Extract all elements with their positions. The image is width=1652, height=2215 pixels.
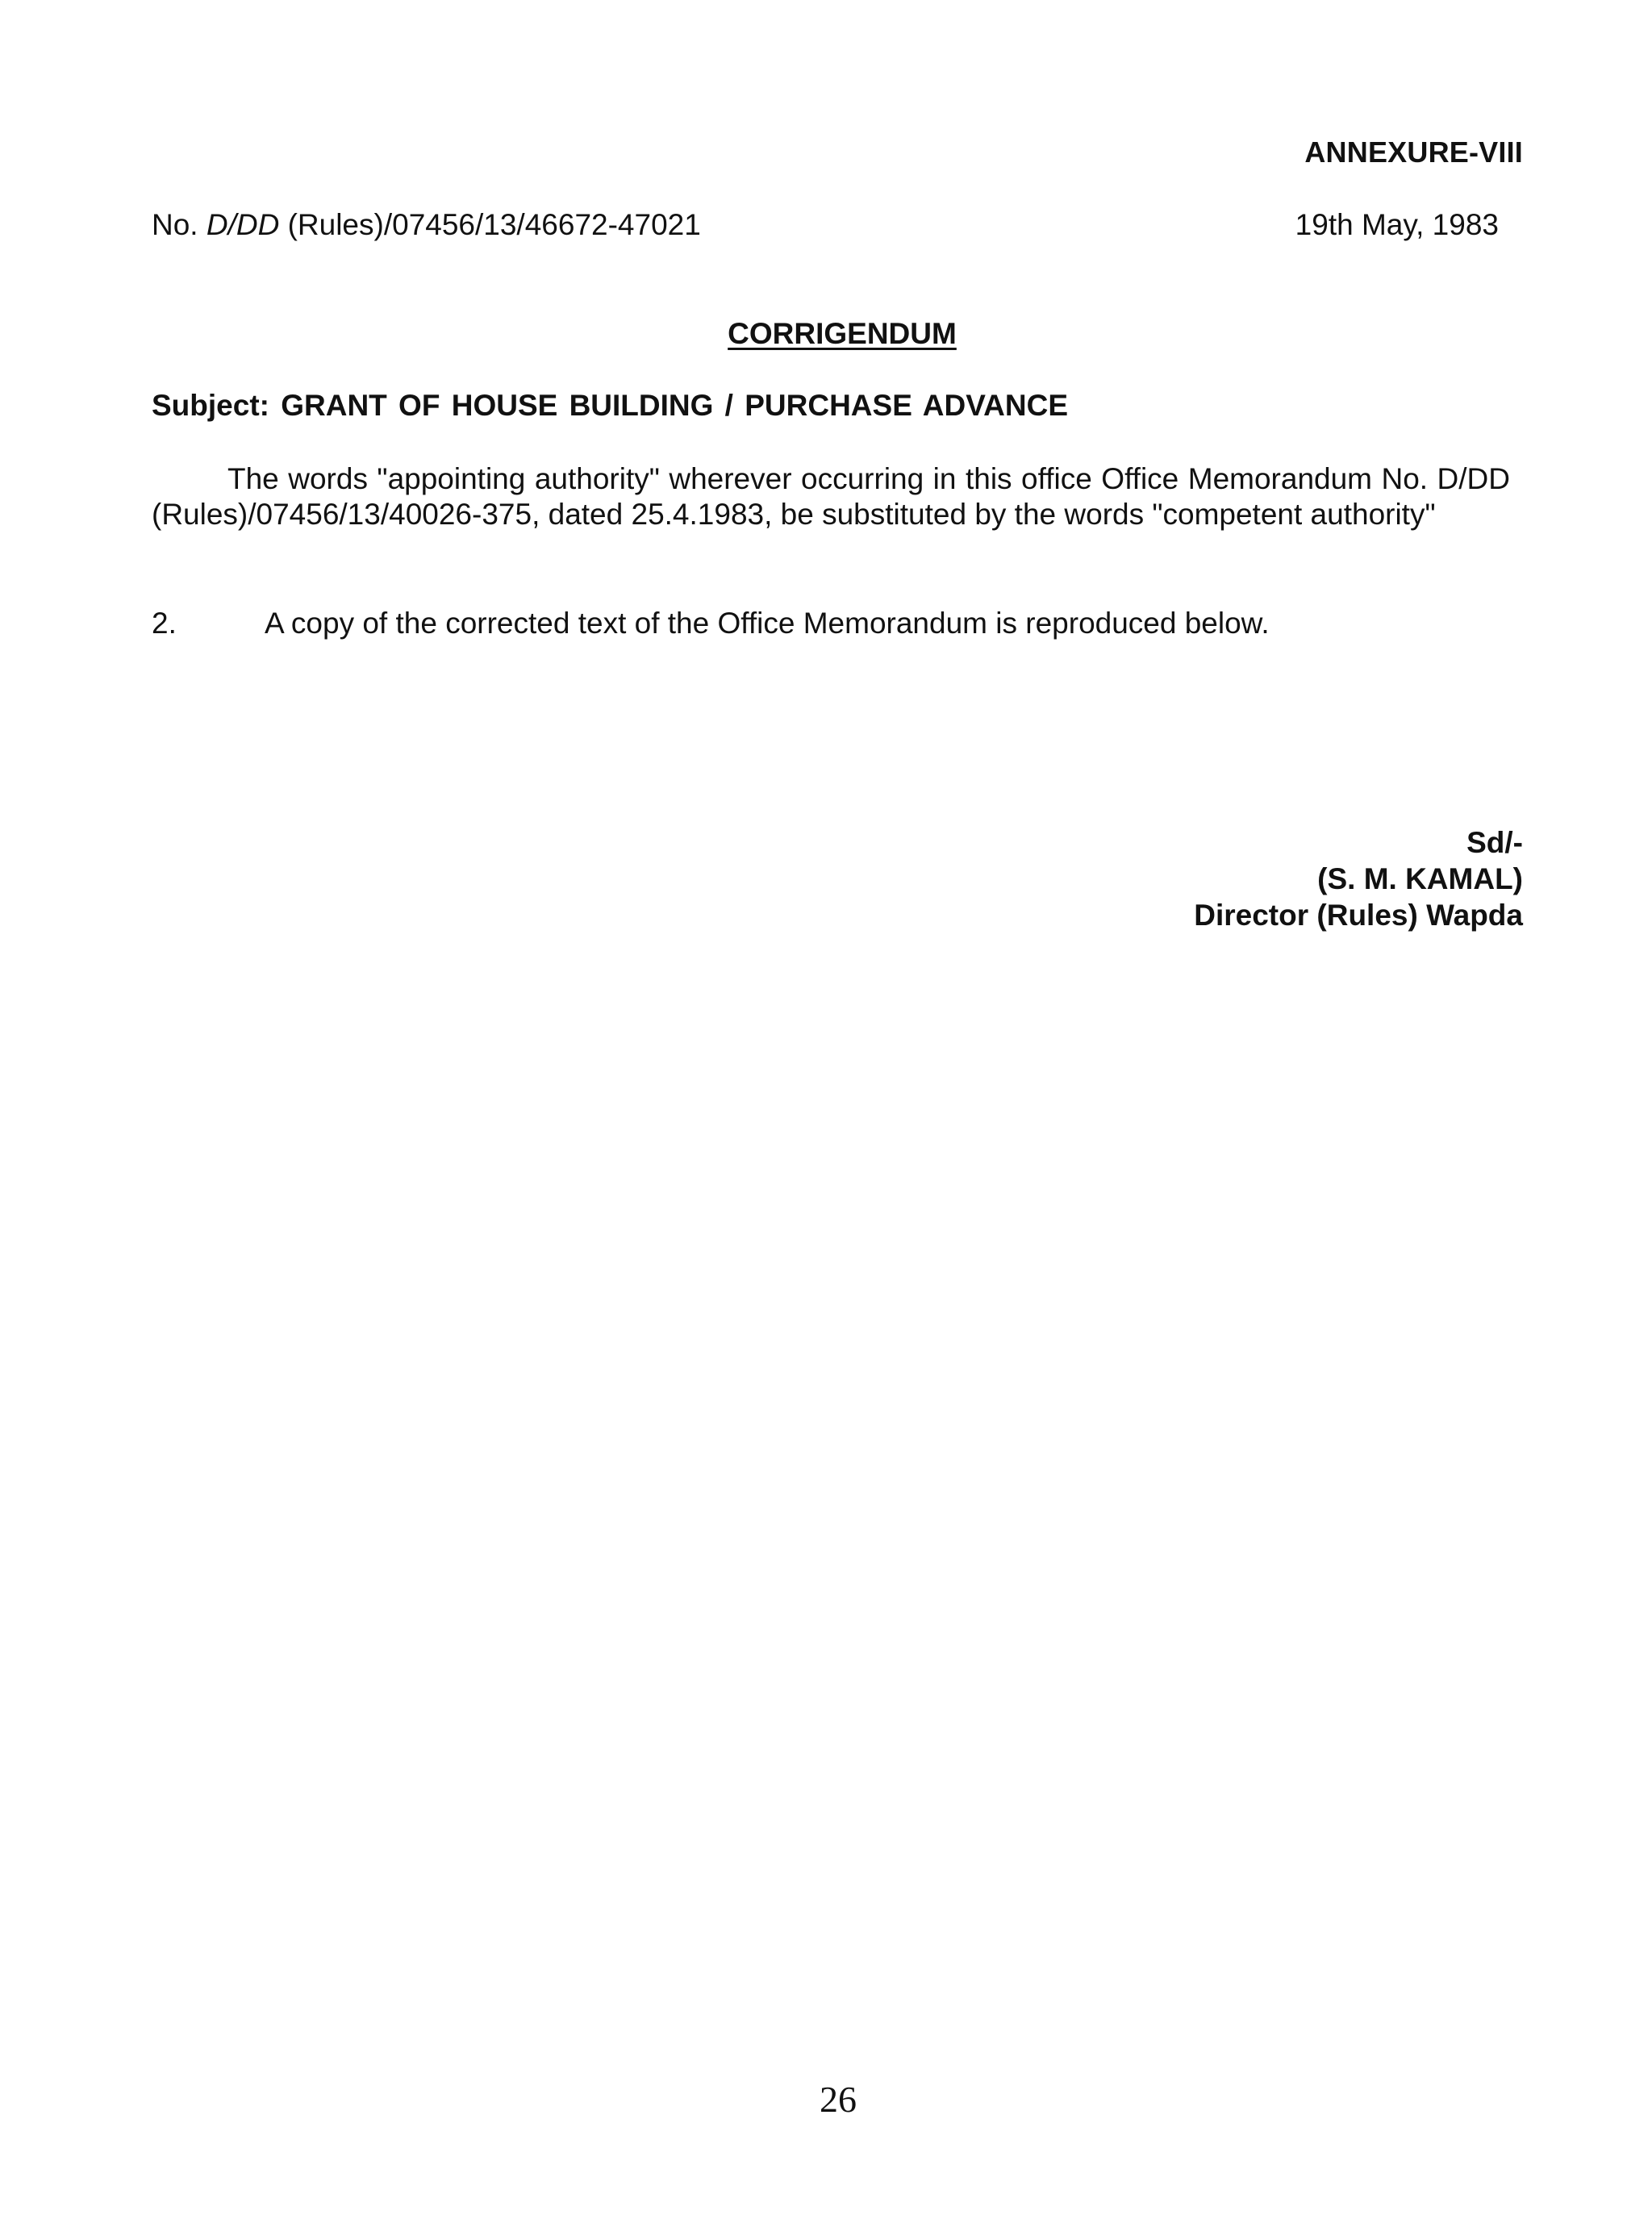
reference-date: 19th May, 1983 bbox=[1295, 208, 1499, 241]
reference-italic-part: D/DD bbox=[206, 208, 280, 241]
signatory-designation: Director (Rules) Wapda bbox=[1194, 899, 1523, 932]
subject-line: Subject: GRANT OF HOUSE BUILDING / PURCHASE ADVANCE bbox=[152, 389, 1068, 422]
paragraph-2-number: 2. bbox=[152, 607, 177, 640]
signature-block bbox=[1194, 824, 1523, 933]
signatory-name: (S. M. KAMAL) bbox=[1317, 862, 1523, 895]
paragraph-1: The words "appointing authority" wherever occurring in this office Office Memorandum No. D/DD (Rules)/07456/13/40026-375, dated 25.4.1983, be substituted by the words "competent authority" bbox=[152, 462, 1510, 531]
reference-rest: (Rules)/07456/13/46672-47021 bbox=[287, 208, 701, 241]
paragraph-2 bbox=[152, 607, 1523, 640]
reference-number bbox=[152, 208, 701, 242]
paragraph-2-text: A copy of the corrected text of the Office Memorandum is reproduced below. bbox=[265, 607, 1270, 640]
signature-sd: Sd/- bbox=[1466, 826, 1523, 859]
reference-line bbox=[152, 208, 1507, 242]
annexure-label: ANNEXURE-VIII bbox=[1304, 136, 1523, 169]
reference-prefix: No. bbox=[152, 208, 198, 241]
document-heading: CORRIGENDUM bbox=[728, 317, 957, 350]
page-number: 26 bbox=[820, 2079, 857, 2120]
